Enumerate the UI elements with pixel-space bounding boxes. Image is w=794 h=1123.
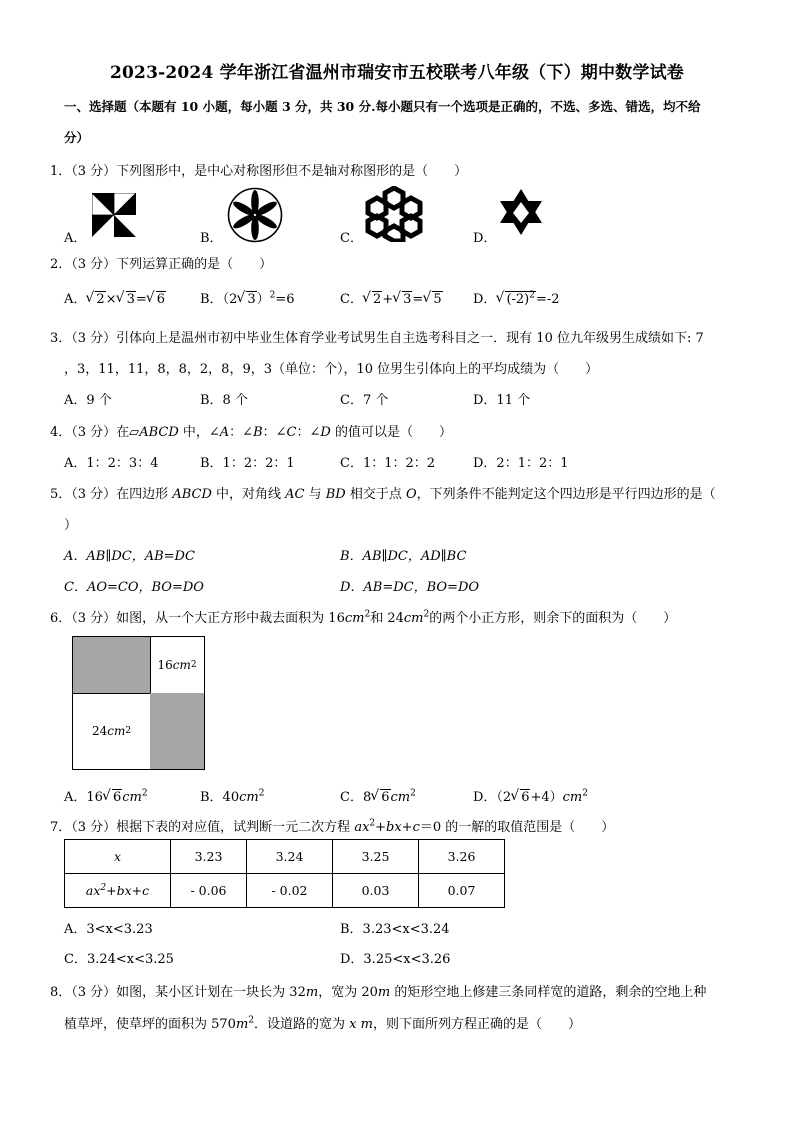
q2-option-b: B．（2√ 3）$^2$=6	[200, 288, 295, 307]
question-1-stem: 1．（3 分）下列图形中，是中心对称图形但不是轴对称图形的是（ ）	[50, 164, 468, 179]
question-3-stem-cont: ，3，11，11，8，8，2，8，9，3（单位：个），10 位男生引体向上的平均成绩为（ ）	[64, 362, 599, 377]
star-of-david-figure	[500, 189, 542, 235]
flower-circle-figure	[227, 187, 283, 243]
table-cell: - 0.06	[171, 874, 247, 908]
question-5-stem-cont: ）	[64, 518, 78, 533]
question-7-stem: 7．（3 分）根据下表的对应值，试判断一元二次方程 $ax^2+bx+c=0$ 的一解的取值范围是（ ）	[50, 818, 615, 835]
q5-option-a: A．AB∥DC，AB=DC	[64, 549, 195, 564]
pinwheel-figure	[92, 193, 136, 237]
question-4-stem: 4．（3 分）在▱ABCD 中，∠A：∠B：∠C：∠D 的值可以是（ ）	[50, 425, 452, 440]
q1-option-a-label: A．	[64, 231, 87, 246]
value-table	[64, 839, 505, 908]
shaded-square-bottom	[150, 693, 204, 769]
q7-option-b: B．3.23<x<3.24	[340, 922, 450, 937]
q7-option-c: C．3.24<x<3.25	[64, 952, 174, 967]
q6-option-d: D．（2√ $6+4)cm^2$	[473, 786, 588, 805]
q3-option-b: B．8 个	[200, 393, 248, 408]
q5-option-c: C．AO=CO，BO=DO	[64, 580, 204, 595]
question-8-stem-cont: 植草坪，使草坪的面积为 $570m^2$．设道路的宽为 x m，则下面所列方程正确的是（ ）	[64, 1015, 581, 1032]
shaded-square-top	[73, 637, 151, 694]
q6-option-b: B．$40cm^2$	[200, 788, 265, 805]
q3-option-c: C．7 个	[340, 393, 389, 408]
q2-option-a: A．√ 2×√ 3=√ 6	[64, 288, 166, 307]
q3-option-d: D．11 个	[473, 393, 531, 408]
section-heading: 一、选择题（本题有 10 小题，每小题 3 分，共 30 分.每小题只有一个选项是正确的，不选、多选、错选，均不给	[64, 99, 701, 114]
q5-option-d: D．AB=DC，BO=DO	[340, 580, 480, 595]
table-cell: 3.23	[171, 840, 247, 874]
q7-option-a: A．3<x<3.23	[64, 922, 153, 937]
q2-a-label: A．	[64, 292, 87, 307]
table-cell: 3.24	[247, 840, 333, 874]
question-5-stem: 5．（3 分）在四边形 ABCD 中，对角线 AC 与 BD 相交于点 O，下列条件不能判定这个四边形是平行四边形的是（	[50, 487, 716, 502]
question-6-stem: 6．（3 分）如图，从一个大正方形中裁去面积为 $16cm^2$和 $24cm^2$的两个小正方形，则余下的面积为（ ）	[50, 609, 677, 626]
q4-option-b: B．1：2：2：1	[200, 456, 295, 471]
table-cell: $ax^2+bx+c$	[65, 874, 171, 908]
question-3-stem: 3．（3 分）引体向上是温州市初中毕业生体育学业考试男生自主选考科目之一．现有 10 位九年级男生成绩如下: 7	[50, 331, 704, 346]
large-square-label: 24 cm 2	[73, 693, 151, 769]
small-square-label: 16 cm 2	[150, 637, 204, 694]
table-row	[65, 840, 505, 874]
q1-option-c-label: C．	[340, 231, 363, 246]
table-cell: - 0.02	[247, 874, 333, 908]
hexagon-ring-figure	[364, 186, 424, 242]
q1-option-d-label: D．	[473, 231, 497, 246]
q3-option-a: A．9 个	[64, 393, 112, 408]
q1-option-b-label: B．	[200, 231, 223, 246]
section-heading-cont: 分）	[64, 130, 90, 145]
q2-option-c: C．√ 2+√ 3=√ 5	[340, 288, 443, 307]
table-row	[65, 874, 505, 908]
table-cell: 3.25	[333, 840, 419, 874]
q4-option-c: C．1：1：2：2	[340, 456, 436, 471]
table-cell: 0.07	[419, 874, 505, 908]
q6-option-a: A．16√ $6cm^2$	[64, 786, 148, 805]
sqrt-a: √ 2	[86, 292, 105, 307]
page-title: 2023-2024 学年浙江省温州市瑞安市五校联考八年级（下）期中数学试卷	[109, 63, 684, 83]
q2-option-d: D．√ $(-2)^2=-2$	[473, 288, 560, 307]
table-cell: 3.26	[419, 840, 505, 874]
table-cell: 0.03	[333, 874, 419, 908]
q4-option-d: D．2：1：2：1	[473, 456, 569, 471]
squares-figure	[72, 636, 205, 770]
q4-option-a: A．1：2：3：4	[64, 456, 159, 471]
q6-option-c: C．8√ $6cm^2$	[340, 786, 416, 805]
table-cell: x	[65, 840, 171, 874]
question-2-stem: 2．（3 分）下列运算正确的是（ ）	[50, 257, 273, 272]
q5-option-b: B．AB∥DC，AD∥BC	[340, 549, 467, 564]
q7-option-d: D．3.25<x<3.26	[340, 952, 451, 967]
question-8-stem: 8．（3 分）如图，某小区计划在一块长为 32m，宽为 20m 的矩形空地上修建三条同样宽的道路，剩余的空地上种	[50, 985, 707, 1000]
